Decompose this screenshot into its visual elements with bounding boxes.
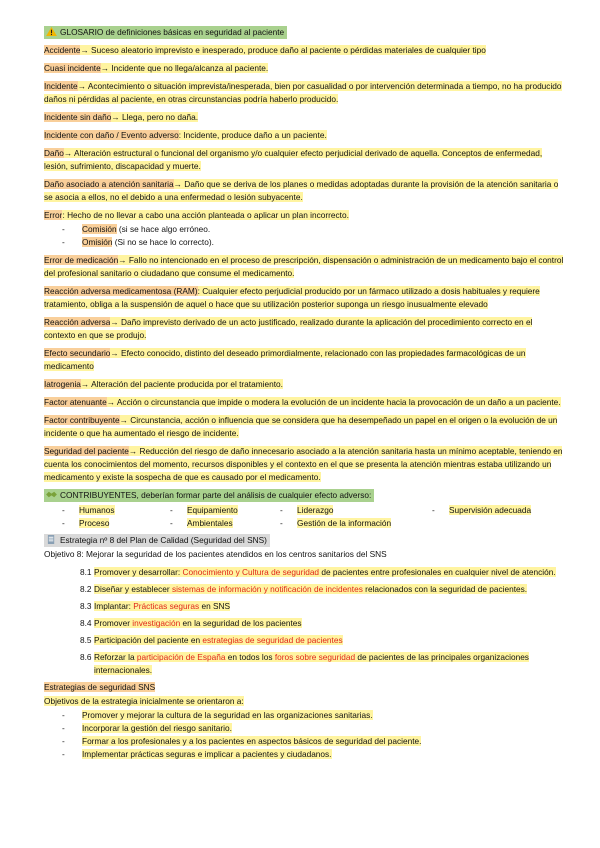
- term: Incidente: [44, 81, 78, 91]
- definition: Daño que se deriva de los planes o medidas adoptadas durante la provisión de la atención sanitaria o se asocia a ellos, no el debido a una enfermedad o lesión subyacente.: [44, 179, 559, 202]
- text: en la seguridad de los pacientes: [180, 618, 302, 628]
- text: Participación del paciente en: [94, 635, 203, 645]
- term: Efecto secundario: [44, 348, 111, 358]
- entry-seguridad-paciente: [44, 445, 564, 484]
- glosario-title: GLOSARIO de definiciones básicas en seguridad al paciente: [60, 27, 285, 37]
- list-item: [262, 504, 414, 517]
- list-item: [44, 634, 564, 647]
- list-item: [44, 566, 564, 579]
- item-number: 8.4: [80, 618, 92, 628]
- item-number: 8.3: [80, 601, 92, 611]
- item-label: Liderazgo: [297, 505, 334, 515]
- term: Daño asociado a atención sanitaria: [44, 179, 174, 189]
- text: Implantar:: [94, 601, 134, 611]
- list-item: [44, 748, 564, 761]
- arrow: →: [118, 255, 129, 265]
- estrategias-objetivos: [44, 695, 564, 708]
- arrow: →: [110, 317, 122, 327]
- definition: (Si no se hace lo correcto).: [112, 237, 214, 247]
- arrow: →: [63, 148, 74, 158]
- item-label: Gestión de la información: [297, 518, 392, 528]
- term: Accidente: [44, 45, 81, 55]
- definition: Llega, pero no daña.: [121, 112, 199, 122]
- item-text: Promover y mejorar la cultura de la seguridad en las organizaciones sanitarias.: [82, 710, 373, 720]
- definition: Daño imprevisto derivado de un acto justificado, realizado durante la aplicación del procedimiento correcto en el contexto en que se produjo.: [44, 317, 533, 340]
- definition: (si se hace algo erróneo.: [116, 224, 211, 234]
- text: en SNS: [199, 601, 231, 611]
- text: Promover: [94, 618, 133, 628]
- arrow: →: [128, 446, 140, 456]
- list-item: [44, 617, 564, 630]
- list-item: [44, 722, 564, 735]
- term: Reacción adversa medicamentosa (RAM): [44, 286, 198, 296]
- contribuyentes-title-box: [44, 489, 374, 502]
- term: Omisión: [82, 237, 113, 247]
- item-label: Humanos: [79, 505, 115, 515]
- text: relacionados con la seguridad de pacientes.: [362, 584, 528, 594]
- highlight-text: sistemas de información y notificación de incidentes: [171, 584, 363, 594]
- entry-error-medicacion: [44, 254, 564, 280]
- entry-factor-atenuante: [44, 396, 564, 409]
- arrow: →: [106, 397, 117, 407]
- list-item: [44, 709, 564, 722]
- list-item: [44, 504, 152, 517]
- item-number: 8.1: [80, 567, 92, 577]
- term: Comisión: [82, 224, 117, 234]
- list-item: [44, 600, 564, 613]
- list-item: [152, 504, 262, 517]
- list-item: [44, 223, 564, 236]
- document-icon: [46, 535, 57, 544]
- term: Incidente sin daño: [44, 112, 112, 122]
- text: de pacientes de las principales organizaciones internacionales.: [94, 652, 529, 675]
- highlight-text: foros sobre seguridad: [274, 652, 356, 662]
- list-item: [262, 517, 414, 530]
- handshake-icon: [46, 490, 57, 499]
- list-item: [414, 504, 564, 517]
- contribuyentes-list: [44, 504, 564, 530]
- entry-reaccion-adversa: [44, 316, 564, 342]
- arrow: →: [119, 415, 131, 425]
- item-text: Incorporar la gestión del riesgo sanitario.: [82, 723, 232, 733]
- definition: Hecho de no llevar a cabo una acción planteada o aplicar un plan incorrecto.: [67, 210, 349, 220]
- warning-icon: [46, 27, 57, 36]
- term: Factor atenuante: [44, 397, 107, 407]
- entry-dano: [44, 147, 564, 173]
- separator: :: [197, 286, 203, 296]
- highlight-text: Prácticas seguras: [133, 601, 200, 611]
- estrategias-heading: [44, 681, 564, 694]
- error-subitems: [44, 223, 564, 249]
- estrategia8-title: Estrategia nº 8 del Plan de Calidad (Seguridad del SNS): [60, 535, 267, 545]
- definition: Efecto conocido, distinto del deseado primordialmente, relacionado con las propiedades farmacológicas de un medicamento: [44, 348, 526, 371]
- estrategia8-heading: [44, 534, 564, 547]
- arrow: →: [100, 63, 112, 73]
- entry-cuasi-incidente: [44, 62, 564, 75]
- item-text: Formar a los profesionales y a los pacientes en aspectos básicos de seguridad del paciente.: [82, 736, 422, 746]
- arrow: →: [111, 112, 122, 122]
- definition: Acción o circunstancia que impide o modera la evolución de un incidente hacia la provocación de un daño a un paciente.: [116, 397, 561, 407]
- arrow: →: [80, 379, 92, 389]
- definition: Circunstancia, acción o influencia que se considera que ha desempeñado un papel en el origen o la evolución de un incidente o que ha aumentado el riesgo de incidente.: [44, 415, 558, 438]
- text: de pacientes entre profesionales en cualquier nivel de atención.: [319, 567, 556, 577]
- definition: Reducción del riesgo de daño innecesario asociado a la atención sanitaria hasta un mínimo aceptable, teniendo en cuenta los conocimientos del momento, recursos disponibles y el contexto en el que se presenta la atención mientras estaba utilizando un medicamento y existe la sospecha de que es causado por el medicamento.: [44, 446, 563, 482]
- highlight-text: participación de España: [136, 652, 226, 662]
- term: Reacción adversa: [44, 317, 111, 327]
- list-item: [44, 517, 152, 530]
- item-label: Equipamiento: [187, 505, 238, 515]
- list-item: [44, 236, 564, 249]
- glosario-title-box: [44, 26, 287, 39]
- entry-ram: [44, 285, 564, 311]
- highlight-text: estrategias de seguridad de pacientes: [202, 635, 343, 645]
- contribuyentes-heading: [44, 489, 564, 502]
- term: Error: [44, 210, 63, 220]
- list-item: [44, 651, 564, 677]
- definition: Suceso aleatorio imprevisto e inesperado, produce daño al paciente o pérdidas materiales de cualquier tipo: [91, 45, 486, 55]
- text: Diseñar y establecer: [94, 584, 172, 594]
- text: Reforzar la: [94, 652, 137, 662]
- definition: Incidente, produce daño a un paciente.: [183, 130, 327, 140]
- item-number: 8.6: [80, 652, 92, 662]
- estrategias-items: [44, 709, 564, 761]
- item-number: 8.5: [80, 635, 92, 645]
- entry-evento-adverso: [44, 129, 564, 142]
- entry-factor-contribuyente: [44, 414, 564, 440]
- document-page: [44, 26, 564, 761]
- entry-incidente: [44, 80, 564, 106]
- term: Daño: [44, 148, 64, 158]
- item-label: Supervisión adecuada: [449, 505, 532, 515]
- item-text: Implementar prácticas seguras e implicar a pacientes y ciudadanos.: [82, 749, 332, 759]
- arrow: :: [178, 130, 184, 140]
- term: Error de medicación: [44, 255, 119, 265]
- definition: Acontecimiento o situación imprevista/inesperada, bien por casualidad o por intervención determinada a tiempo, no ha producido daños ni pérdidas al paciente, en otras circunstancias podría haberlo producido.: [44, 81, 562, 104]
- item-label: Proceso: [79, 518, 110, 528]
- term: Iatrogenia: [44, 379, 81, 389]
- highlight-text: investigación: [132, 618, 181, 628]
- list-item: [44, 583, 564, 596]
- term: Cuasi incidente: [44, 63, 101, 73]
- arrow: →: [173, 179, 185, 189]
- objetivos-text: Objetivos de la estrategia inicialmente se orientaron a:: [44, 696, 244, 706]
- contribuyentes-title: CONTRIBUYENTES, deberían formar parte del análisis de cualquier efecto adverso:: [60, 490, 372, 500]
- term: Factor contribuyente: [44, 415, 120, 425]
- arrow: →: [77, 81, 88, 91]
- text: en todos los: [225, 652, 275, 662]
- definition: Alteración estructural o funcional del organismo y/o cualquier efecto perjudicial derivado de aquella. Conceptos de enfermedad, lesión, sufrimiento, discapacidad y muerte.: [44, 148, 543, 171]
- definition: Alteración del paciente producida por el tratamiento.: [91, 379, 283, 389]
- definition: Incidente que no llega/alcanza al paciente.: [111, 63, 269, 73]
- list-item: [44, 735, 564, 748]
- separator: :: [62, 210, 68, 220]
- list-item: [152, 517, 262, 530]
- item-label: Ambientales: [187, 518, 233, 528]
- entry-accidente: [44, 44, 564, 57]
- term: Incidente con daño / Evento adverso: [44, 130, 179, 140]
- glosario-heading: [44, 26, 564, 39]
- entry-error: [44, 209, 564, 222]
- term: Seguridad del paciente: [44, 446, 129, 456]
- estrategia8-objetivo: Objetivo 8: Mejorar la seguridad de los pacientes atendidos en los centros sanitarios del SNS: [44, 549, 387, 559]
- entry-incidente-sin-dano: [44, 111, 564, 124]
- entry-efecto-secundario: [44, 347, 564, 373]
- text: Promover y desarrollar:: [94, 567, 183, 577]
- estrategia8-items: [44, 566, 564, 677]
- estrategias-title: Estrategias de seguridad SNS: [44, 682, 156, 692]
- entry-dano-atencion: [44, 178, 564, 204]
- definition: Cualquier efecto perjudicial producido por un fármaco utilizado a dosis habituales y requiere tratamiento, obliga a la suspensión de aquel o hace que su utilización posterior suponga un riesgo inusualmente elevado: [44, 286, 540, 309]
- arrow: →: [80, 45, 92, 55]
- item-number: 8.2: [80, 584, 92, 594]
- entry-iatrogenia: [44, 378, 564, 391]
- estrategia8-title-box: [44, 534, 270, 547]
- arrow: →: [110, 348, 122, 358]
- definition: Fallo no intencionado en el proceso de prescripción, dispensación o administración de un medicamento bajo el control del profesional sanitario o ciudadano que consume el medicamento.: [44, 255, 564, 278]
- highlight-text: Conocimiento y Cultura de seguridad: [182, 567, 320, 577]
